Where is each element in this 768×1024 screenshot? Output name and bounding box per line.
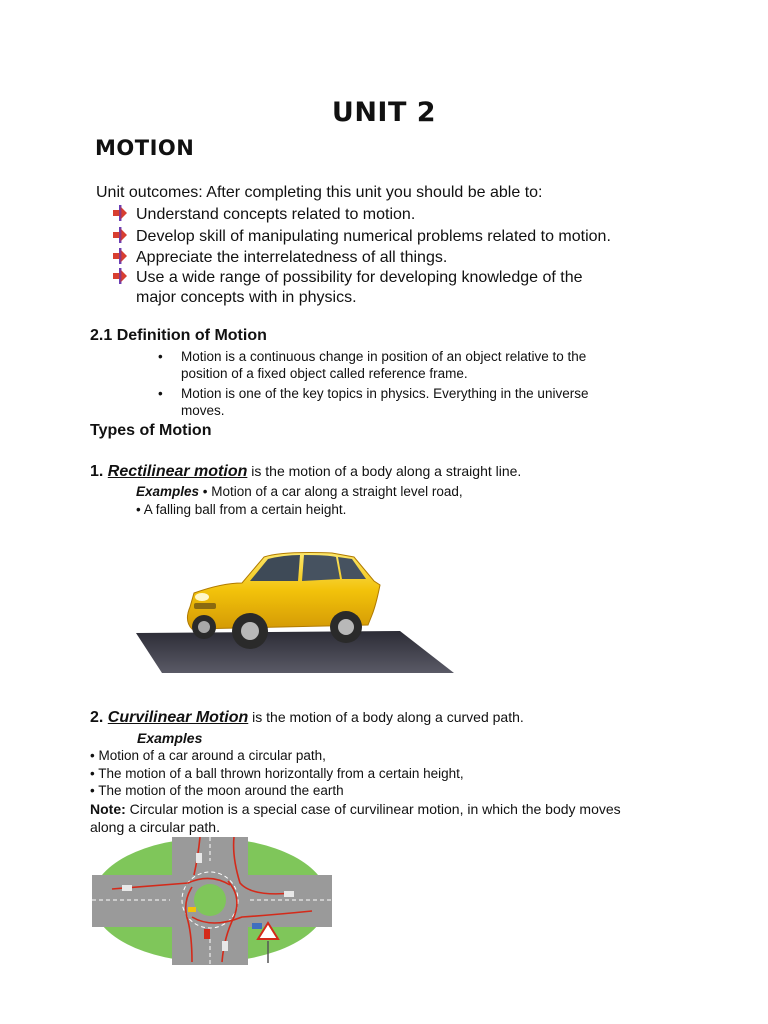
roundabout-illustration	[92, 837, 332, 965]
outcome-text: Understand concepts related to motion.	[136, 206, 416, 223]
note	[90, 801, 621, 817]
curvilinear-term: Curvilinear Motion	[107, 709, 249, 726]
example-text: • Motion of a car along a straight level road,	[199, 484, 463, 499]
outcome-item	[112, 227, 611, 246]
outcome-text: Appreciate the interrelatedness of all things.	[136, 249, 448, 266]
item-number: 2.	[90, 709, 104, 726]
curvilinear-example: • Motion of a car around a circular path,	[90, 748, 326, 763]
definition-line: Motion is a continuous change in position of an object relative to the	[181, 349, 587, 364]
outcomes-intro: Unit outcomes: After completing this unit you should be able to:	[96, 184, 543, 201]
definition-line: Motion is one of the key topics in physics. Everything in the universe	[181, 386, 589, 401]
curvilinear-example: • The motion of a ball thrown horizontally from a certain height,	[90, 766, 464, 781]
types-heading: Types of Motion	[90, 422, 212, 439]
outcome-item	[112, 248, 447, 267]
rectilinear-term: Rectilinear motion	[107, 463, 248, 480]
bullet-dot-icon: •	[158, 386, 163, 401]
outcome-item	[112, 205, 415, 224]
arrow-bullet-icon	[112, 268, 128, 284]
note-text: along a circular path.	[90, 819, 220, 835]
definition-line: moves.	[181, 403, 225, 418]
outcome-item	[112, 268, 583, 287]
curvilinear-text: is the motion of a body along a curved path.	[248, 709, 524, 725]
outcome-continuation: major concepts with in physics.	[136, 289, 357, 306]
outcome-text: Develop skill of manipulating numerical problems related to motion.	[136, 228, 611, 245]
examples-label: Examples	[136, 484, 200, 499]
note-text: Circular motion is a special case of curvilinear motion, in which the body moves	[125, 801, 621, 817]
bullet-dot-icon: •	[158, 349, 163, 364]
item-number: 1	[90, 463, 99, 480]
section-title: MOTION	[95, 136, 195, 160]
examples-label: Examples	[137, 730, 203, 746]
rectilinear-example: • A falling ball from a certain height.	[136, 502, 347, 517]
road-shape	[136, 631, 454, 673]
arrow-bullet-icon	[112, 227, 128, 243]
unit-title: UNIT 2	[331, 97, 437, 128]
definition-heading: 2.1 Definition of Motion	[90, 327, 267, 344]
note-label: Note:	[90, 801, 126, 817]
roundabout-island	[194, 884, 226, 916]
rectilinear-example	[136, 484, 463, 499]
definition-line: position of a fixed object called reference frame.	[181, 366, 468, 381]
outcome-text: Use a wide range of possibility for developing knowledge of the	[136, 269, 583, 286]
curvilinear-example: • The motion of the moon around the earth	[90, 783, 344, 798]
car-on-road-illustration	[132, 545, 457, 680]
arrow-bullet-icon	[112, 205, 128, 221]
rectilinear-text: is the motion of a body along a straight line.	[247, 463, 522, 479]
curvilinear-definition	[90, 709, 524, 727]
arrow-bullet-icon	[112, 248, 128, 264]
rectilinear-definition: 1. Rectilinear motion is the motion of a body along a straight line.	[90, 463, 522, 480]
